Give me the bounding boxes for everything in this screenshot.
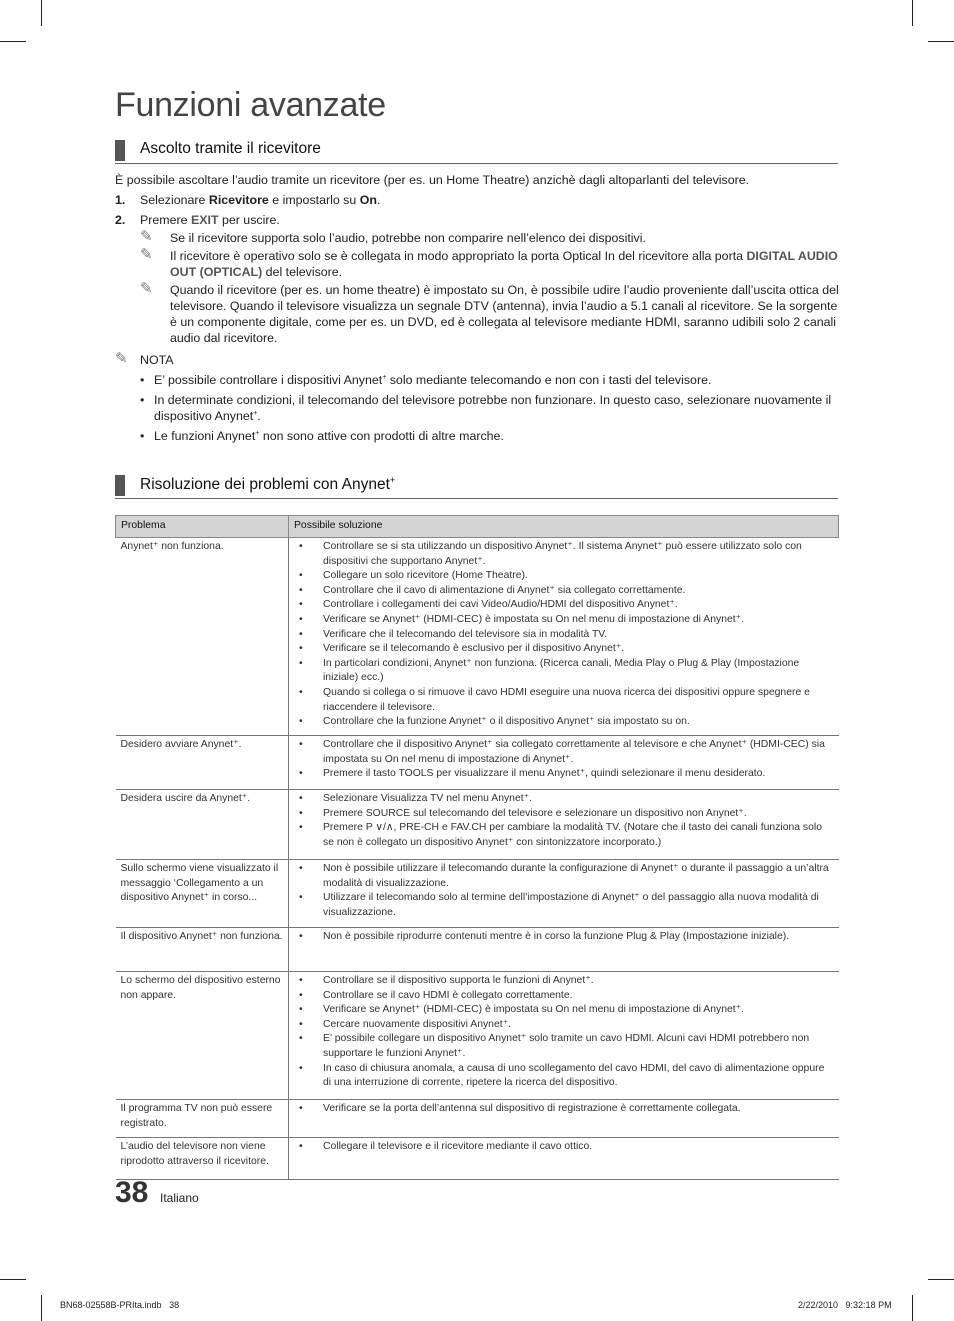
nota-bullet: • Le funzioni Anynet+ non sono attive con prodotti di altre marche. (140, 429, 504, 443)
list-item: • Collegare il televisore e il ricevitore mediante il cavo ottico. (299, 1140, 834, 1155)
intro-paragraph: È possibile ascoltare l’audio tramite un ricevitore (per es. un Home Theatre) anzichè dagli altoparlanti del televisore. (115, 173, 750, 187)
list-item: • Controllare se il dispositivo supporta le funzioni di Anynet⁺. (299, 974, 834, 989)
pencil-note-icon: ✎ (140, 246, 153, 263)
list-item: • Controllare i collegamenti dei cavi Video/Audio/HDMI del dispositivo Anynet⁺. (299, 598, 834, 613)
button-name: EXIT (190, 213, 219, 227)
table-header-row (116, 516, 839, 538)
list-item: • Verificare se Anynet⁺ (HDMI-CEC) è impostata su On nel menu di impostazione di Anynet⁺. (299, 1003, 834, 1018)
table-row (116, 928, 839, 972)
section-body-receiver (115, 172, 840, 444)
list-item: • E’ possibile collegare un dispositivo Anynet⁺ solo tramite un cavo HDMI. Alcuni cavi HDMI potrebbero non supportare le funzioni Anynet⁺. (299, 1032, 834, 1061)
crop-mark (41, 0, 42, 26)
column-header-solution: Possibile soluzione (289, 516, 839, 538)
nota-bullet: • E’ possibile controllare i dispositivi Anynet+ solo mediante telecomando e non con i tasti del televisore. (140, 373, 712, 387)
list-item: • Verificare se Anynet⁺ (HDMI-CEC) è impostata su On nel menu di impostazione di Anynet⁺. (299, 613, 834, 628)
note-item: ✎ Se il ricevitore supporta solo l’audio, potrebbe non comparire nell’elenco dei dispositivi. (140, 228, 646, 245)
solution-cell (289, 790, 839, 860)
problem-cell: Desidero avviare Anynet⁺. (116, 736, 289, 790)
section-marker (115, 140, 125, 161)
problem-cell: Il dispositivo Anynet⁺ non funziona. (116, 928, 289, 972)
solution-cell (289, 538, 839, 736)
menu-name: Ricevitore (208, 193, 269, 207)
list-item: • Controllare che la funzione Anynet⁺ o il dispositivo Anynet⁺ sia impostato su on. (299, 715, 834, 730)
list-item: • Collegare un solo ricevitore (Home Theatre). (299, 569, 834, 584)
crop-mark (912, 1295, 913, 1321)
list-item: • Non è possibile utilizzare il telecomando durante la configurazione di Anynet⁺ o durante il passaggio a un’altra modalità di visualizzazione. (299, 862, 834, 891)
pencil-note-icon: ✎ (115, 350, 128, 367)
pencil-note-icon: ✎ (140, 228, 153, 245)
crop-mark (0, 1279, 26, 1280)
solution-list (294, 930, 834, 945)
solution-list (294, 1102, 834, 1117)
problem-cell: Anynet⁺ non funziona. (116, 538, 289, 736)
list-item: • Controllare se il cavo HDMI è collegato correttamente. (299, 989, 834, 1004)
list-item: • Verificare se il telecomando è esclusivo per il dispositivo Anynet⁺. (299, 642, 834, 657)
crop-mark (41, 1295, 42, 1321)
section-heading-receiver (115, 140, 838, 164)
table-row (116, 972, 839, 1100)
list-item: • Controllare che il dispositivo Anynet⁺ sia collegato correttamente al televisore e che Anynet⁺ (HDMI-CEC) sia impostata su On nel menu di impostazione di Anynet⁺. (299, 738, 834, 767)
nota-heading: ✎ NOTA (115, 350, 174, 367)
solution-list (294, 862, 834, 920)
table-row (116, 790, 839, 860)
table-body (116, 538, 839, 1180)
list-item: • Quando si collega o si rimuove il cavo HDMI eseguire una nuova ricerca dei dispositivi oppure spegnere e riaccendere il televisore. (299, 686, 834, 715)
option-value: On (359, 193, 377, 207)
table-row (116, 736, 839, 790)
table-row (116, 860, 839, 928)
list-item: • Verificare che il telecomando del televisore sia in modalità TV. (299, 628, 834, 643)
step-2: 2. Premere EXIT per uscire. (115, 213, 280, 227)
page-number: 38 (115, 1176, 149, 1209)
problem-cell: Sullo schermo viene visualizzato il messaggio ‘Collegamento a un dispositivo Anynet⁺ in corso... (116, 860, 289, 928)
list-item: • Premere SOURCE sul telecomando del televisore e selezionare un dispositivo non Anynet⁺. (299, 807, 834, 822)
list-item: • Controllare che il cavo di alimentazione di Anynet⁺ sia collegato correttamente. (299, 584, 834, 599)
note-item: ✎ Quando il ricevitore (per es. un home theatre) è impostato su On, è possibile udire l’audio proveniente dall’uscita ottica del televisore. Quando il televisore visualizza un segnale DTV (antenna), invia l’audio a 5.1 canali al ricevitore. Se la sorgente è un componente digitale, come per es. un DVD, ed è collegata al televisore mediante HDMI, saranno udibili solo 2 canali audio dal ricevitore. (140, 280, 839, 345)
section-title: Risoluzione dei problemi con Anynet+ (140, 475, 396, 494)
list-item: • In caso di chiusura anomala, a causa di uno scollegamento del cavo HDMI, del cavo di alimentazione oppure di una interruzione di corrente, ripetere la ricerca del dispositivo. (299, 1062, 834, 1091)
section-marker (115, 475, 125, 496)
list-item: • Utilizzare il telecomando solo al termine dell’impostazione di Anynet⁺ o del passaggio alla nuova modalità di visualizzazione. (299, 891, 834, 920)
problem-cell: Lo schermo del dispositivo esterno non appare. (116, 972, 289, 1100)
solution-cell (289, 860, 839, 928)
list-item: • Controllare se si sta utilizzando un dispositivo Anynet⁺. Il sistema Anynet⁺ può essere utilizzato solo con dispositivi che supportano Anynet⁺. (299, 540, 834, 569)
print-timestamp: 2/22/2010 9:32:18 PM (798, 1300, 892, 1310)
list-item: • In particolari condizioni, Anynet⁺ non funziona. (Ricerca canali, Media Play o Plug & Play (Impostazione iniziale) ecc.) (299, 657, 834, 686)
step-number: 2. (115, 213, 126, 227)
solution-cell (289, 928, 839, 972)
crop-mark (0, 41, 26, 42)
troubleshooting-table (115, 515, 839, 1180)
solution-cell (289, 972, 839, 1100)
step-number: 1. (115, 193, 126, 207)
problem-cell: Il programma TV non può essere registrato. (116, 1100, 289, 1138)
crop-mark (928, 1279, 954, 1280)
solution-list (294, 1140, 834, 1155)
solution-list (294, 540, 834, 730)
problem-cell: Desidera uscire da Anynet⁺. (116, 790, 289, 860)
print-file-name: BN68-02558B-PRIta.indb 38 (60, 1300, 180, 1310)
page-title: Funzioni avanzate (115, 86, 386, 124)
list-item: • Non è possibile riprodurre contenuti mentre è in corso la funzione Plug & Play (Impostazione iniziale). (299, 930, 834, 945)
table-row (116, 538, 839, 736)
port-name: DIGITAL AUDIO OUT (OPTICAL) (170, 249, 838, 279)
list-item: • Premere il tasto TOOLS per visualizzare il menu Anynet⁺, quindi selezionare il menu desiderato. (299, 767, 834, 782)
solution-cell (289, 1138, 839, 1180)
section-heading-troubleshooting (115, 475, 838, 499)
column-header-problem: Problema (116, 516, 289, 538)
note-item: ✎ Il ricevitore è operativo solo se è collegata in modo appropriato la porta Optical In del ricevitore alla porta DIGITAL AUDIO OUT (OPTICAL) del televisore. (140, 246, 838, 279)
crop-mark (912, 0, 913, 26)
list-item: • Cercare nuovamente dispositivi Anynet⁺. (299, 1018, 834, 1033)
solution-list (294, 738, 834, 782)
list-item: • Selezionare Visualizza TV nel menu Anynet⁺. (299, 792, 834, 807)
nota-bullet: • In determinate condizioni, il telecomando del televisore potrebbe non funzionare. In questo caso, selezionare nuovamente il dispositivo Anynet+. (140, 393, 832, 423)
list-item: • Verificare se la porta dell’antenna sul dispositivo di registrazione è correttamente collegata. (299, 1102, 834, 1117)
table-row (116, 1138, 839, 1180)
step-1: 1. Selezionare Ricevitore e impostarlo su On. (115, 193, 381, 207)
pencil-note-icon: ✎ (140, 280, 153, 297)
list-item: • Premere P ∨/∧, PRE-CH e FAV.CH per cambiare la modalità TV. (Notare che il tasto dei canali funziona solo se non è collegato un dispositivo Anynet⁺ con sintonizzatore incorporato.) (299, 821, 834, 850)
page-language: Italiano (160, 1191, 199, 1205)
table-row (116, 1100, 839, 1138)
solution-cell (289, 1100, 839, 1138)
solution-list (294, 974, 834, 1091)
solution-list (294, 792, 834, 850)
crop-mark (928, 41, 954, 42)
solution-cell (289, 736, 839, 790)
problem-cell: L’audio del televisore non viene riprodotto attraverso il ricevitore. (116, 1138, 289, 1180)
section-title: Ascolto tramite il ricevitore (140, 140, 321, 157)
